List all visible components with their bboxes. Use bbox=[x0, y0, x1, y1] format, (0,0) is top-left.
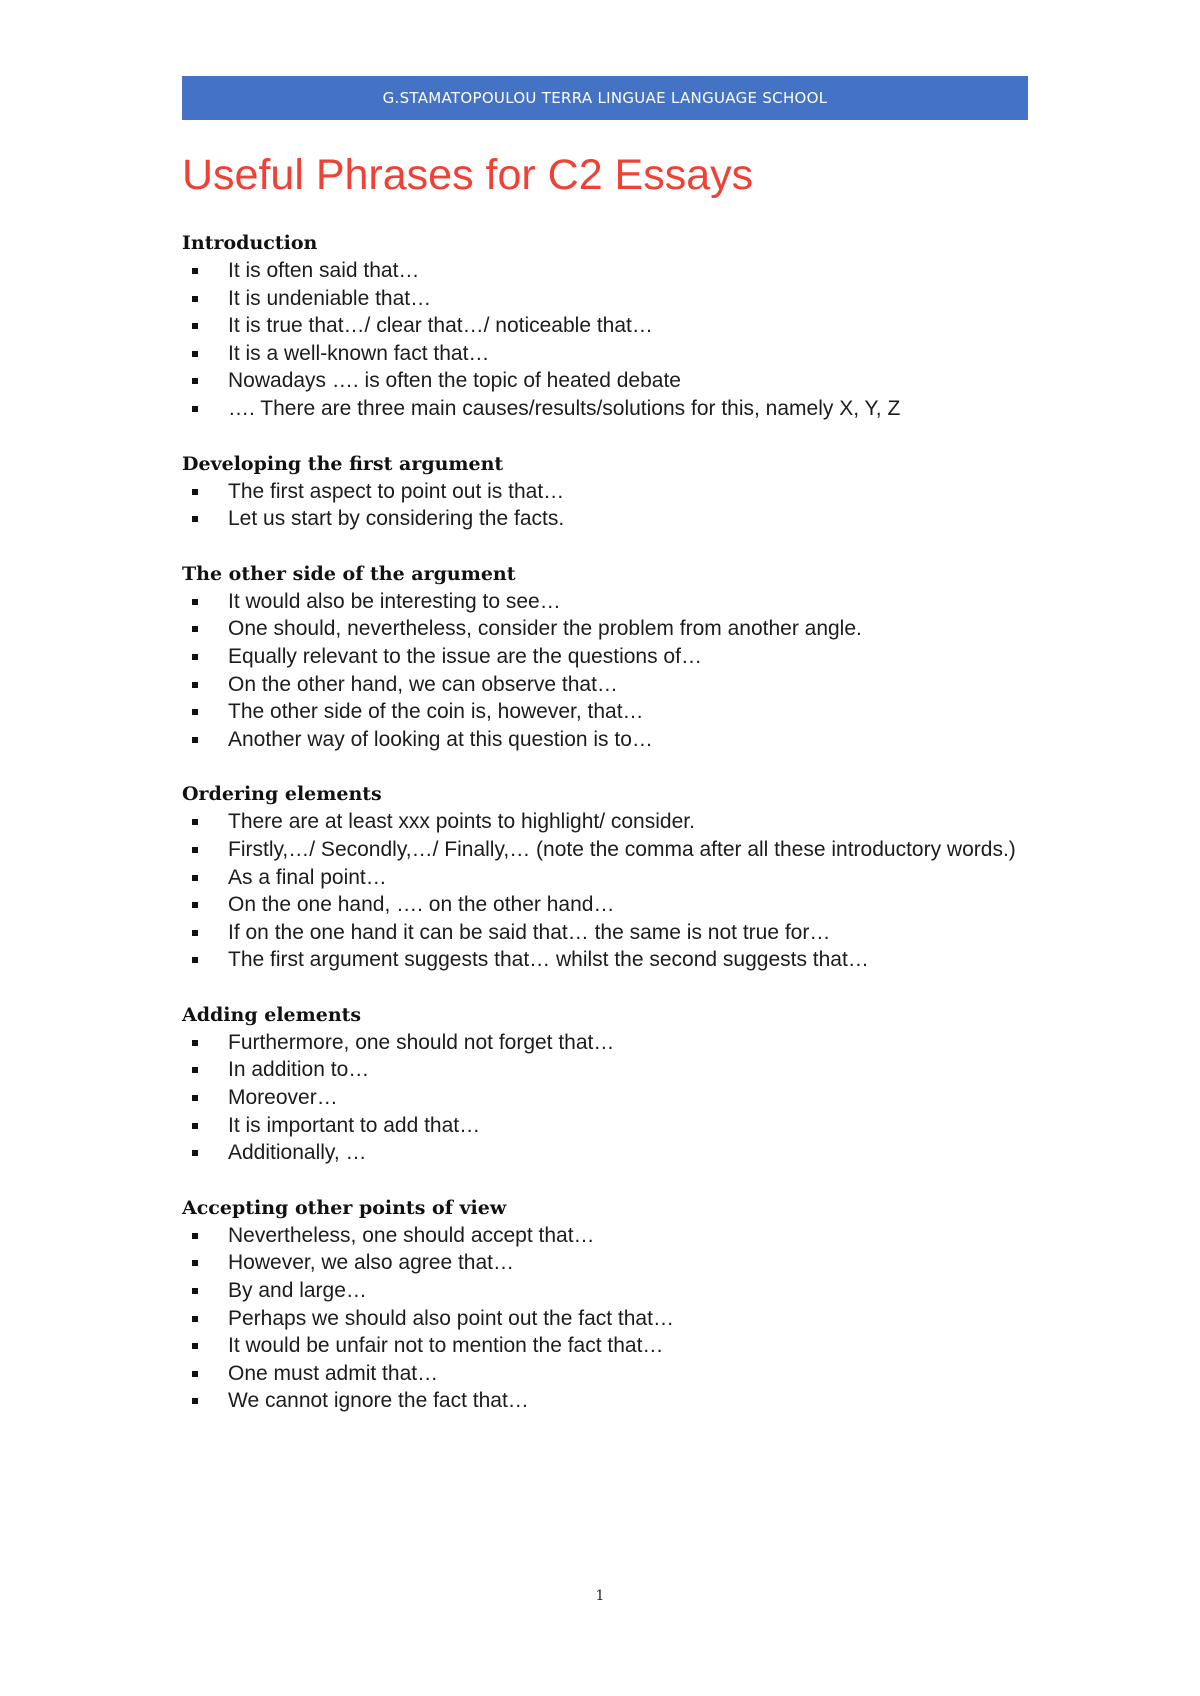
phrase-item: …. There are three main causes/results/solutions for this, namely X, Y, Z bbox=[182, 395, 1042, 423]
school-name: G.STAMATOPOULOU TERRA LINGUAE LANGUAGE SCHOOL bbox=[382, 89, 828, 107]
phrase-item: One must admit that… bbox=[182, 1360, 1042, 1388]
phrase-item: Nevertheless, one should accept that… bbox=[182, 1222, 1042, 1250]
phrase-item: It is true that…/ clear that…/ noticeable that… bbox=[182, 312, 1042, 340]
phrase-item: It would be unfair not to mention the fact that… bbox=[182, 1332, 1042, 1360]
section-heading: Adding elements bbox=[182, 1003, 362, 1026]
section-heading: Accepting other points of view bbox=[182, 1196, 507, 1219]
phrase-list bbox=[182, 1222, 1042, 1415]
phrase-item: Firstly,…/ Secondly,…/ Finally,… (note the comma after all these introductory words.) bbox=[182, 836, 1042, 864]
phrase-item: By and large… bbox=[182, 1277, 1042, 1305]
phrase-list bbox=[182, 1029, 1042, 1167]
section-heading: Developing the first argument bbox=[182, 452, 504, 475]
phrase-item: Moreover… bbox=[182, 1084, 1042, 1112]
phrase-item: One should, nevertheless, consider the problem from another angle. bbox=[182, 615, 1042, 643]
page-number: 1 bbox=[595, 1588, 605, 1604]
phrase-list bbox=[182, 257, 1042, 423]
phrase-item: Equally relevant to the issue are the questions of… bbox=[182, 643, 1042, 671]
phrase-item: Another way of looking at this question is to… bbox=[182, 726, 1042, 754]
phrase-item: Nowadays …. is often the topic of heated debate bbox=[182, 367, 1042, 395]
phrase-sections bbox=[182, 230, 1042, 1443]
phrase-list bbox=[182, 478, 1042, 533]
phrase-item: The first argument suggests that… whilst the second suggests that… bbox=[182, 946, 1042, 974]
section bbox=[182, 451, 1042, 533]
phrase-item: It would also be interesting to see… bbox=[182, 588, 1042, 616]
page-title: Useful Phrases for C2 Essays bbox=[182, 151, 754, 199]
phrase-item: It is important to add that… bbox=[182, 1112, 1042, 1140]
phrase-item: In addition to… bbox=[182, 1056, 1042, 1084]
phrase-item: Let us start by considering the facts. bbox=[182, 505, 1042, 533]
phrase-item: It is often said that… bbox=[182, 257, 1042, 285]
header-bar bbox=[182, 76, 1028, 120]
phrase-item: The first aspect to point out is that… bbox=[182, 478, 1042, 506]
phrase-list bbox=[182, 808, 1042, 974]
section-heading: The other side of the argument bbox=[182, 562, 516, 585]
phrase-item: On the one hand, …. on the other hand… bbox=[182, 891, 1042, 919]
section bbox=[182, 781, 1042, 974]
phrase-item: It is undeniable that… bbox=[182, 285, 1042, 313]
phrase-item: Perhaps we should also point out the fact that… bbox=[182, 1305, 1042, 1333]
section bbox=[182, 1195, 1042, 1415]
phrase-item: Furthermore, one should not forget that… bbox=[182, 1029, 1042, 1057]
phrase-item: We cannot ignore the fact that… bbox=[182, 1387, 1042, 1415]
phrase-item: It is a well-known fact that… bbox=[182, 340, 1042, 368]
phrase-item: There are at least xxx points to highlight/ consider. bbox=[182, 808, 1042, 836]
section-heading: Introduction bbox=[182, 232, 318, 254]
phrase-list bbox=[182, 588, 1042, 754]
phrase-item: However, we also agree that… bbox=[182, 1249, 1042, 1277]
section-heading: Ordering elements bbox=[182, 783, 382, 806]
phrase-item: If on the one hand it can be said that… the same is not true for… bbox=[182, 919, 1042, 947]
phrase-item: As a final point… bbox=[182, 864, 1042, 892]
phrase-item: The other side of the coin is, however, that… bbox=[182, 698, 1042, 726]
section bbox=[182, 230, 1042, 423]
phrase-item: Additionally, … bbox=[182, 1139, 1042, 1167]
phrase-item: On the other hand, we can observe that… bbox=[182, 671, 1042, 699]
section bbox=[182, 1002, 1042, 1167]
section bbox=[182, 561, 1042, 754]
